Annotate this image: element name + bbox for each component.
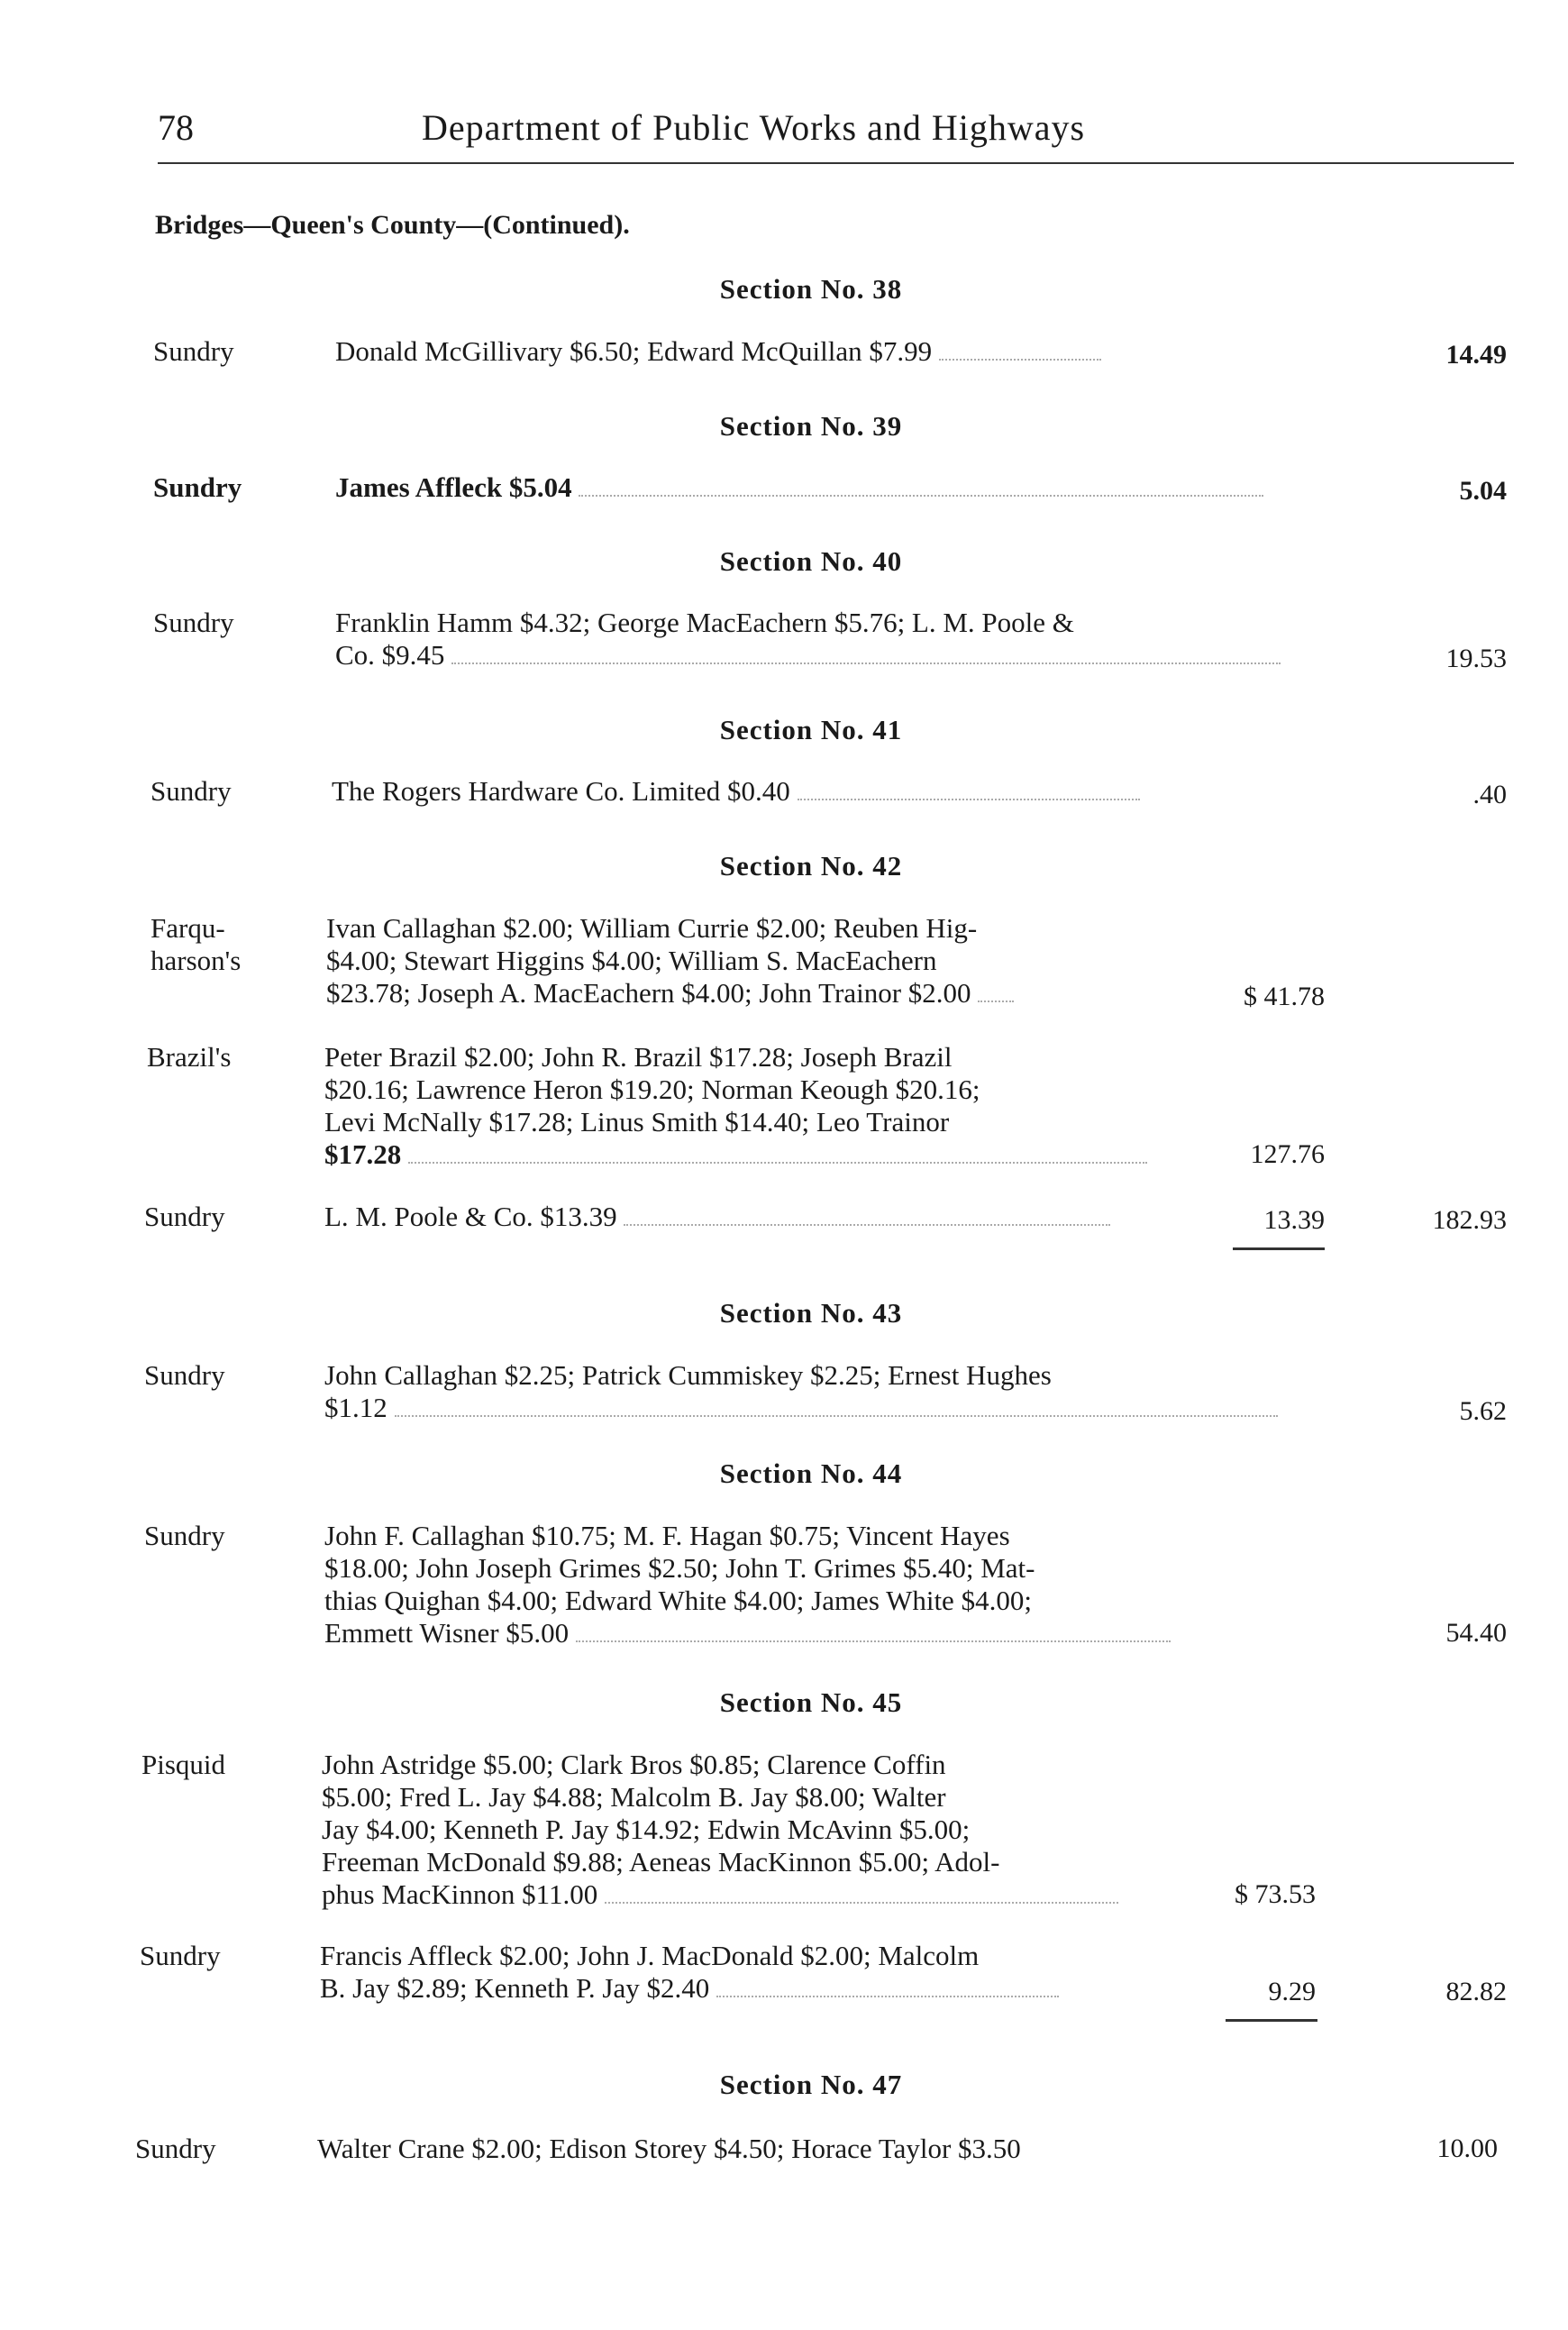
entry-line: phus MacKinnon $11.00	[322, 1878, 598, 1910]
entry-line: Co. $9.45	[335, 639, 445, 671]
entry-line: John Astridge $5.00; Clark Bros $0.85; Clarence Coffin	[322, 1749, 946, 1780]
entry-line: Walter Crane $2.00; Edison Storey $4.50; Horace Taylor $3.50	[317, 2133, 1021, 2164]
entry-description	[335, 335, 1326, 368]
entry-description	[320, 1940, 1212, 2005]
entry-total: 10.00	[1436, 2134, 1498, 2163]
entry-line: John F. Callaghan $10.75; M. F. Hagan $0.75; Vincent Hayes	[324, 1520, 1010, 1551]
entry-line: $23.78; Joseph A. MacEachern $4.00; John Trainor $2.00	[326, 977, 971, 1009]
section-heading-38: Section No. 38	[719, 273, 903, 305]
entry-location: Sundry	[153, 471, 242, 503]
entry-line: $20.16; Lawrence Heron $19.20; Norman Keough $20.16;	[324, 1074, 980, 1105]
entry-line: B. Jay $2.89; Kenneth P. Jay $2.40	[320, 1972, 710, 2004]
subtotal-rule	[1226, 2019, 1317, 2022]
page-number: 78	[158, 107, 194, 148]
entry-line: thias Quighan $4.00; Edward White $4.00; James White $4.00;	[324, 1585, 1032, 1616]
subtotal-rule	[1233, 1247, 1325, 1250]
entry-description	[335, 607, 1336, 672]
entry-description	[335, 471, 1326, 504]
section-subtitle: Bridges—Queen's County—(Continued).	[155, 210, 630, 240]
header-rule	[158, 162, 1514, 164]
entry-line: Francis Affleck $2.00; John J. MacDonald $2.00; Malcolm	[320, 1940, 980, 1971]
entry-line: Peter Brazil $2.00; John R. Brazil $17.28; Joseph Brazil	[324, 1041, 953, 1073]
entry-location: Sundry	[144, 1359, 225, 1391]
entry-subtotal: 9.29	[1268, 1977, 1316, 2006]
entry-location: Sundry	[144, 1520, 225, 1551]
entry-total: 19.53	[1445, 644, 1507, 673]
entry-line: The Rogers Hardware Co. Limited $0.40	[332, 775, 790, 807]
entry-line: Jay $4.00; Kenneth P. Jay $14.92; Edwin McAvinn $5.00;	[322, 1814, 971, 1845]
entry-total: 5.04	[1459, 476, 1507, 506]
entry-total: 54.40	[1445, 1618, 1507, 1648]
entry-total: .40	[1472, 780, 1507, 809]
entry-location	[150, 912, 317, 977]
entry-subtotal: 127.76	[1250, 1139, 1325, 1169]
section-heading-40: Section No. 40	[719, 545, 903, 577]
entry-line: $18.00; John Joseph Grimes $2.50; John T. Grimes $5.40; Mat-	[324, 1552, 1035, 1584]
location-line: Farqu-	[150, 912, 225, 944]
section-heading-45: Section No. 45	[719, 1686, 903, 1718]
entry-total: 14.49	[1445, 340, 1507, 370]
entry-location: Pisquid	[141, 1749, 226, 1780]
entry-line: James Affleck $5.04	[335, 471, 572, 503]
entry-subtotal: $ 41.78	[1244, 982, 1325, 1011]
entry-location: Brazil's	[147, 1041, 232, 1073]
entry-line: Franklin Hamm $4.32; George MacEachern $5.76; L. M. Poole &	[335, 607, 1074, 638]
entry-location: Sundry	[150, 775, 232, 807]
entry-location: Sundry	[153, 335, 234, 367]
entry-location: Sundry	[153, 607, 234, 638]
entry-location: Sundry	[135, 2133, 216, 2164]
entry-description	[324, 1359, 1325, 1424]
entry-description	[324, 1041, 1217, 1171]
entry-total: 82.82	[1445, 1977, 1507, 2006]
section-heading-44: Section No. 44	[719, 1457, 903, 1489]
section-heading-41: Section No. 41	[719, 714, 903, 745]
entry-line: Emmett Wisner $5.00	[324, 1617, 570, 1649]
entry-line: $17.28	[324, 1138, 402, 1170]
entry-description	[326, 912, 1209, 1010]
entry-line: John Callaghan $2.25; Patrick Cummiskey $2.25; Ernest Hughes	[324, 1359, 1052, 1391]
entry-description	[324, 1201, 1217, 1233]
entry-line: Levi McNally $17.28; Linus Smith $14.40; Leo Trainor	[324, 1106, 950, 1138]
entry-description	[317, 2133, 1317, 2165]
section-heading-43: Section No. 43	[719, 1297, 903, 1329]
entry-line: Donald McGillivary $6.50; Edward McQuillan $7.99	[335, 335, 933, 367]
page-title: Department of Public Works and Highways	[422, 107, 1086, 148]
entry-line: $1.12	[324, 1392, 387, 1423]
entry-subtotal: $ 73.53	[1235, 1879, 1316, 1909]
entry-line: Freeman McDonald $9.88; Aeneas MacKinnon $5.00; Adol-	[322, 1846, 1000, 1878]
entry-line: $4.00; Stewart Higgins $4.00; William S. MacEachern	[326, 945, 937, 976]
entry-line: L. M. Poole & Co. $13.39	[324, 1201, 617, 1232]
entry-line: Ivan Callaghan $2.00; William Currie $2.00; Reuben Hig-	[326, 912, 978, 944]
location-line: harson's	[150, 945, 242, 976]
entry-description	[332, 775, 1332, 808]
entry-location: Sundry	[144, 1201, 225, 1232]
section-heading-39: Section No. 39	[719, 410, 903, 442]
section-heading-42: Section No. 42	[719, 850, 903, 882]
entry-location: Sundry	[140, 1940, 221, 1971]
section-heading-47: Section No. 47	[719, 2069, 903, 2100]
entry-subtotal: 13.39	[1263, 1205, 1325, 1235]
entry-description	[324, 1520, 1325, 1649]
entry-total: 182.93	[1432, 1205, 1507, 1235]
entry-description	[322, 1749, 1214, 1911]
entry-line: $5.00; Fred L. Jay $4.88; Malcolm B. Jay $8.00; Walter	[322, 1781, 946, 1813]
entry-total: 5.62	[1459, 1396, 1507, 1426]
